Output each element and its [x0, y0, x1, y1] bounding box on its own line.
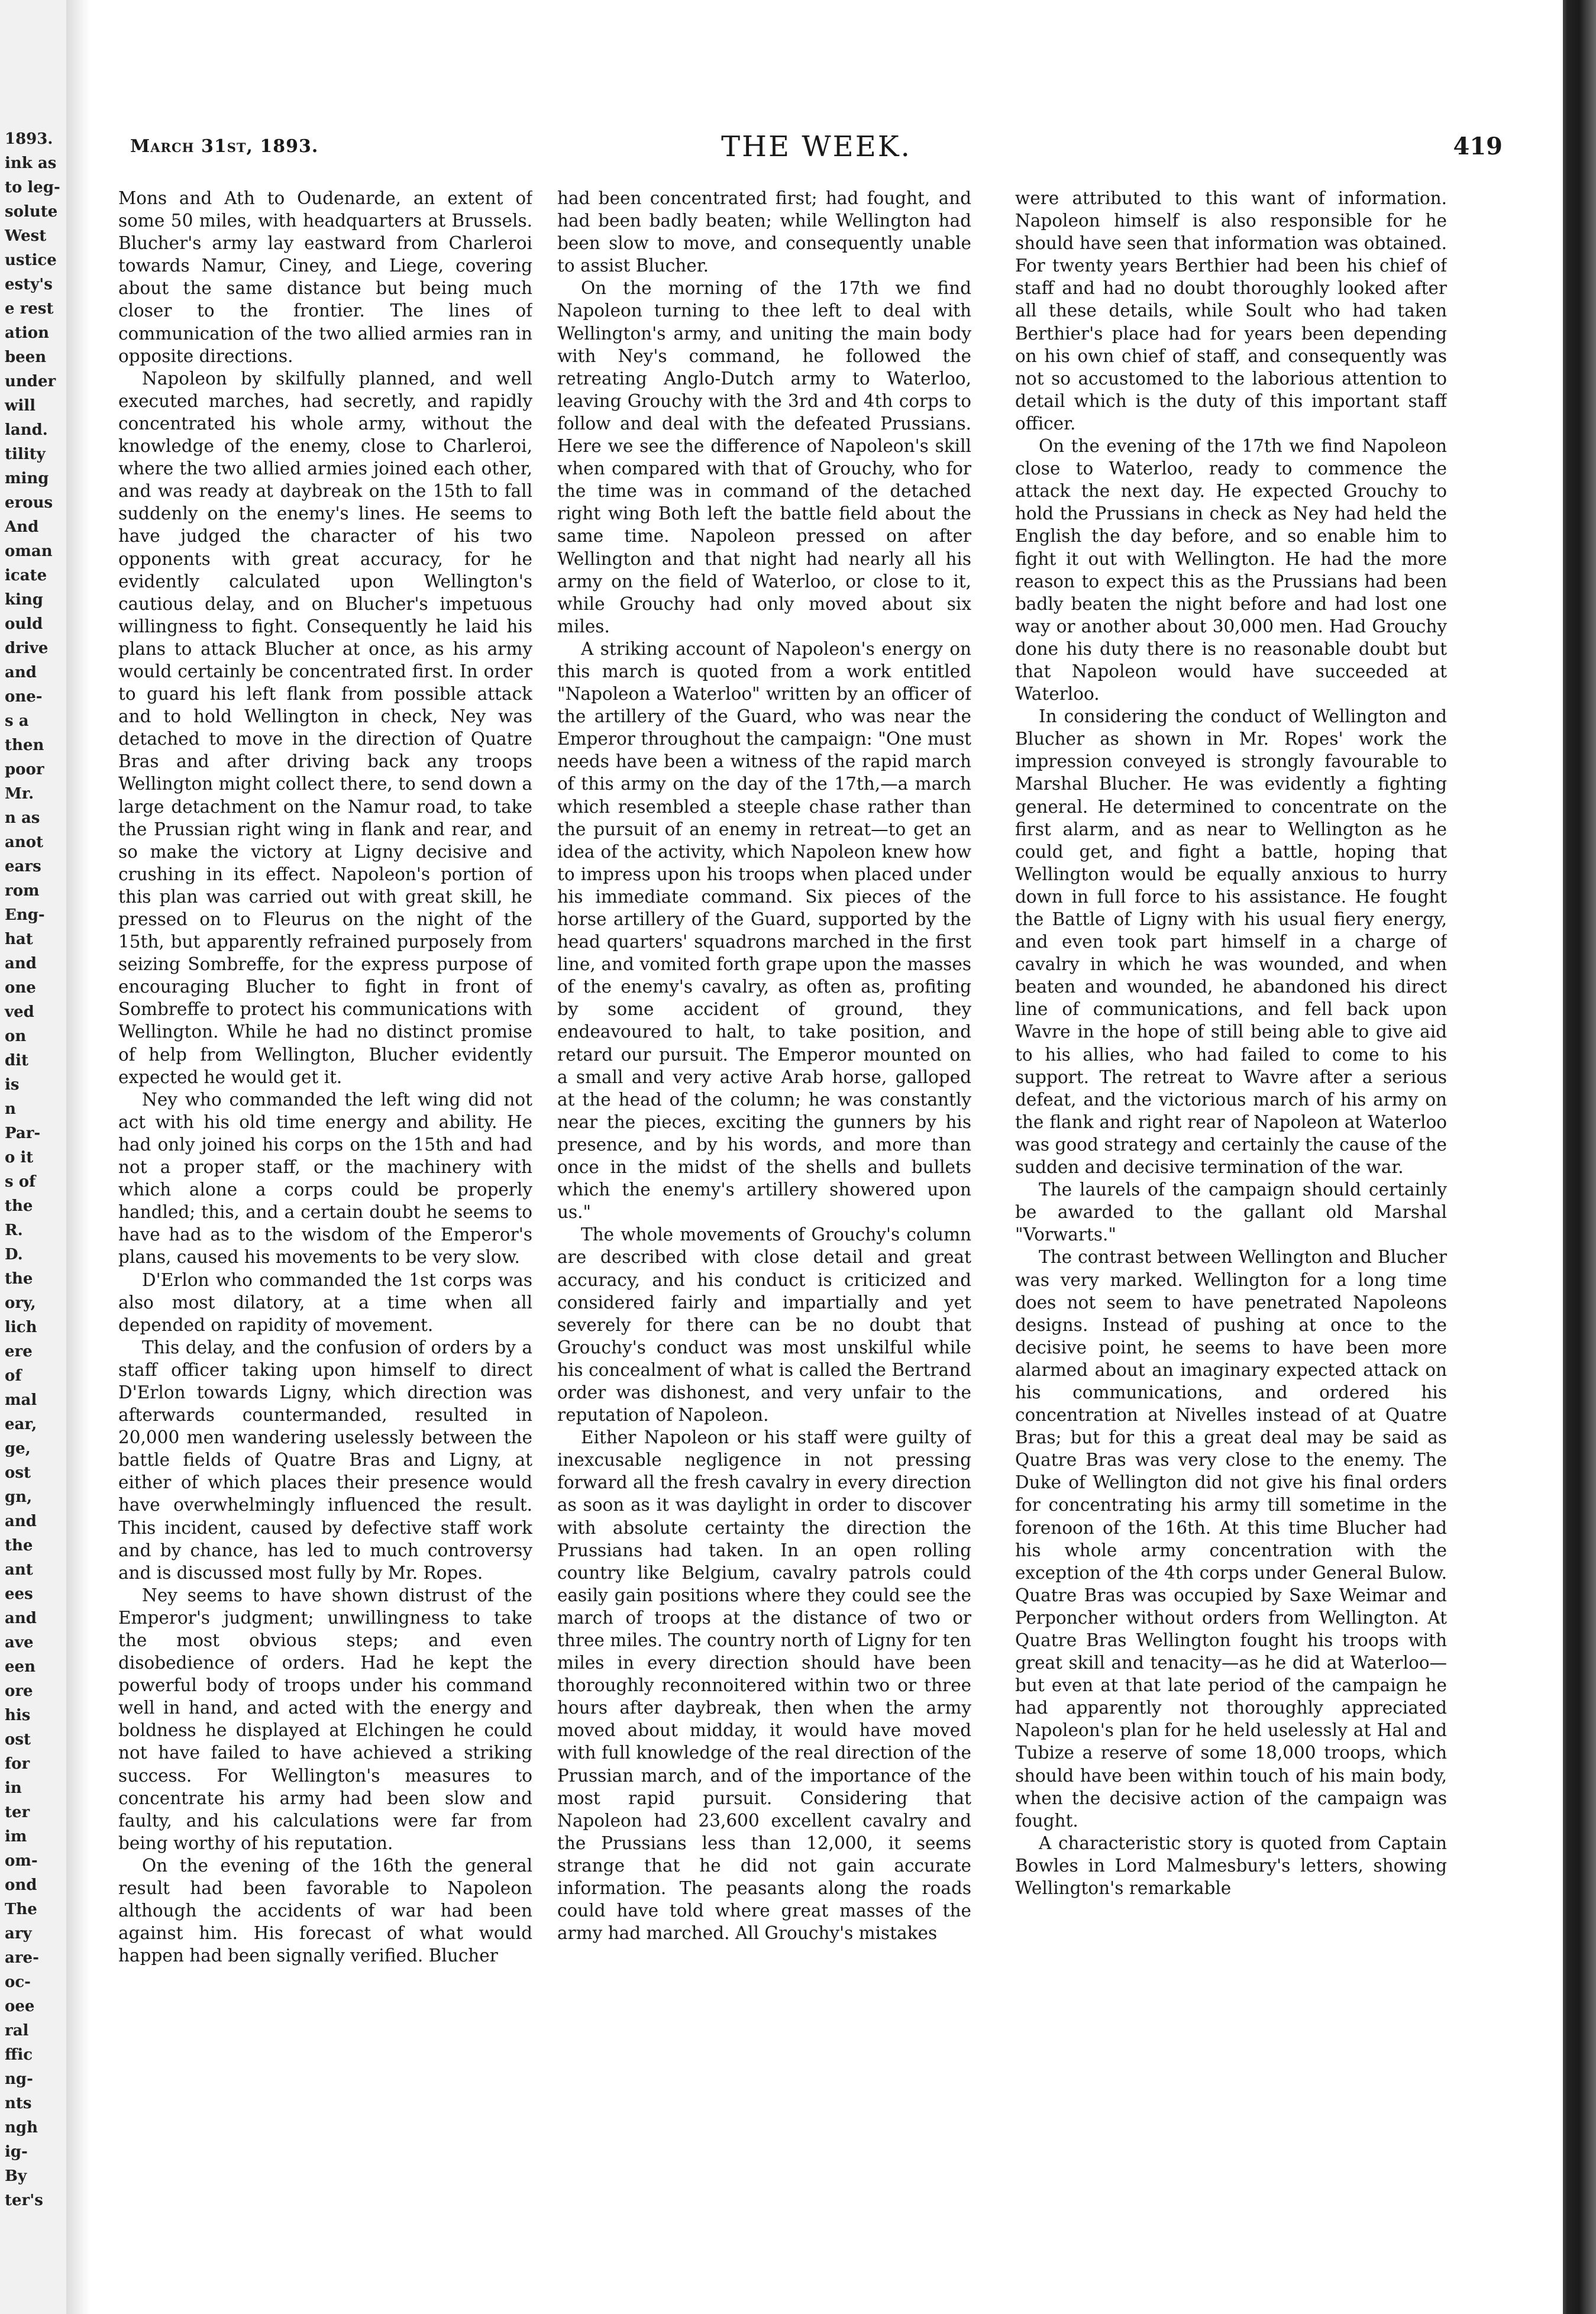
previous-page-fragment: ary	[5, 1925, 32, 1943]
previous-page-fragment: ees	[5, 1585, 33, 1603]
previous-page-fragment: solute	[5, 203, 58, 221]
previous-page-fragment: By	[5, 2167, 27, 2185]
previous-page-fragment: is	[5, 1076, 20, 1094]
previous-page-fragment: West	[5, 227, 47, 245]
previous-page-fragment: And	[5, 518, 39, 536]
previous-page-fragment: icate	[5, 567, 47, 584]
previous-page-fragment: erous	[5, 494, 53, 512]
previous-page-fragment: 1893.	[5, 130, 53, 148]
page-number: 419	[1453, 132, 1503, 160]
previous-page-fragment: tility	[5, 445, 46, 463]
previous-page-fragment: and	[5, 955, 37, 972]
previous-page-fragment: are-	[5, 1949, 39, 1967]
paragraph: On the morning of the 17th we find Napoleon turning to thee left to deal with Wellington's army, and uniting the main body with Ney's command, he followed the retreating Anglo-Dutch army to Waterloo, leaving Grouchy with the 3rd and 4th corps to follow and deal with the defeated Prussians. Here we see the difference of Napoleon's skill when compared with that of Grouchy, who for the time was in command of the detached right wing Both left the battle field about the same time. Napoleon pressed on after Wellington and that night had nearly all his army on the field of Waterloo, or close to it, while Grouchy had only moved about six miles.	[557, 278, 971, 636]
paragraph: On the evening of the 17th we find Napoleon close to Waterloo, ready to commence the attack the next day. He expected Grouchy to hold the Prussians in check as Ney had held the English the day before, and so enable him to fight it out with Wellington. He had the more reason to expect this as the Prussians had been badly beaten the night before and had lost one way or another about 30,000 men. Had Grouchy done his duty there is no reasonable doubt but that Napoleon would have succeeded at Waterloo.	[1015, 436, 1447, 704]
previous-page-fragment: ave	[5, 1634, 34, 1652]
previous-page-fragment: ory,	[5, 1294, 36, 1312]
previous-page-fragment: R.	[5, 1221, 23, 1239]
paragraph: were attributed to this want of information. Napoleon himself is also responsible for he should have seen that information was obtained. For twenty years Berthier had been his chief of staff and had no doubt thoroughly looked after all these details, while Soult who had taken Berthier's place had for years been depending on his own chief of staff, and consequently was not so accustomed to the laborious attention to detail which is the duty of this important staff officer.	[1015, 188, 1447, 434]
previous-page-fragment: king	[5, 591, 43, 609]
previous-page-fragment: ge,	[5, 1440, 31, 1457]
paragraph: In considering the conduct of Wellington and Blucher as shown in Mr. Ropes' work the impression conveyed is strongly favourable to Marshal Blucher. He was evidently a fighting general. He determined to concentrate on the first alarm, and as near to Wellington as he could get, and fight a battle, hoping that Wellington would be equally anxious to hurry down in full force to his assistance. He fought the Battle of Ligny with his usual fiery energy, and even took part himself in a charge of cavalry in which he was wounded, and when beaten and wounded, he abandoned his direct line of communications, and fell back upon Wavre in the hope of still being able to give aid to his allies, who had failed to come to his support. The retreat to Wavre after a serious defeat, and the victorious march of his army on the flank and right rear of Napoleon at Waterloo was good strategy and certainly the cause of the sudden and decisive termination of the war.	[1015, 706, 1447, 1178]
previous-page-fragment: ffic	[5, 2046, 33, 2064]
previous-page-fragment: ig-	[5, 2143, 28, 2161]
issue-date: March 31st, 1893.	[130, 136, 319, 157]
paragraph: Ney who commanded the left wing did not act with his old time energy and ability. He had only joined his corps on the 15th and had not a proper staff, or the machinery with which alone a corps could be properly handled; this, and a certain doubt he seems to have had as to the wisdom of the Emperor's plans, caused his movements to be very slow.	[118, 1089, 532, 1268]
previous-page-fragment: will	[5, 397, 36, 415]
previous-page-fragment: gn,	[5, 1488, 33, 1506]
previous-page-fragment: hat	[5, 930, 33, 948]
previous-page-fragment: one	[5, 979, 36, 997]
previous-page-fragment: the	[5, 1537, 33, 1554]
previous-page-fragment: s a	[5, 712, 29, 730]
previous-page-fragment: ost	[5, 1464, 31, 1482]
paragraph: Napoleon by skilfully planned, and well executed marches, had secretly, and rapidly concentrated his whole army, without the knowledge of the enemy, close to Charleroi, where the two allied armies joined each other, and was ready at daybreak on the 15th to fall suddenly on the enemy's lines. He seems to have judged the character of his two opponents with great accuracy, for he evidently calculated upon Wellington's cautious delay, and on Blucher's impetuous willingness to fight. Consequently he laid his plans to attack Blucher at once, as his army would certainly be concentrated first. In order to guard his left flank from possible attack and to hold Wellington in check, Ney was detached to move in the direction of Quatre Bras and after driving back any troops Wellington might collect there, to send down a large detachment on the Namur road, to take the Prussian right wing in flank and rear, and so make the victory at Ligny decisive and crushing in its effect. Napoleon's portion of this plan was carried out with great skill, he pressed on to Fleurus on the night of the 15th, but apparently refrained purposely from seizing Sombreffe, for the express purpose of encouraging Blucher to fight in front of Sombreffe to protect his communications with Wellington. While he had no distinct promise of help from Wellington, Blucher evidently expected he would get it.	[118, 368, 532, 1087]
previous-page-fragment: ink as	[5, 154, 57, 172]
previous-page-fragment: Par-	[5, 1124, 41, 1142]
previous-page-fragment: the	[5, 1270, 33, 1288]
previous-page-fragment: ore	[5, 1682, 33, 1700]
previous-page-fragment: for	[5, 1755, 30, 1773]
previous-page-fragment: ngh	[5, 2119, 38, 2137]
paragraph: The laurels of the campaign should certainly be awarded to the gallant old Marshal "Vorwarts."	[1015, 1179, 1447, 1245]
paragraph: This delay, and the confusion of orders by a staff officer taking upon himself to direct D'Erlon towards Ligny, which direction was afterwards countermanded, resulted in 20,000 men wandering uselessly between the battle fields of Quatre Bras and Ligny, at either of which places their presence would have overwhelmingly influenced the result. This incident, caused by defective staff work and by chance, has led to much controversy and is discussed most fully by Mr. Ropes.	[118, 1337, 532, 1583]
previous-page-fragment: ral	[5, 2022, 29, 2040]
previous-page-fragment: on	[5, 1027, 27, 1045]
previous-page-fragment: then	[5, 736, 44, 754]
previous-page-fragment: een	[5, 1658, 35, 1676]
previous-page-fragment: lich	[5, 1318, 37, 1336]
paragraph: A striking account of Napoleon's energy on this march is quoted from a work entitled "Napoleon a Waterloo" written by an officer of the artillery of the Guard, who was near the Emperor throughout the campaign: "One must needs have been a witness of the rapid march of this army on the day of the 17th,—a march which resembled a steeple chase rather than the pursuit of an enemy in retreat—to get an idea of the activity, which Napoleon knew how to impress upon his troops when placed under his immediate command. Six pieces of the horse artillery of the Guard, supported by the head quarters' squadrons marched in the first line, and vomited forth grape upon the masses of the enemy's cavalry, as often as, profiting by some accident of ground, they endeavoured to halt, to take position, and retard our pursuit. The Emperor mounted on a small and very active Arab horse, galloped at the head of the column; he was constantly near the pieces, exciting the gunners by his presence, and by his words, and more than once in the midst of the shells and bullets which the enemy's artillery showered upon us."	[557, 638, 971, 1223]
paragraph: On the evening of the 16th the general result had been favorable to Napoleon although the accidents of war had been against him. His forecast of what would happen had been signally verified. Blucher	[118, 1855, 532, 1966]
previous-page-fragment: ant	[5, 1561, 33, 1579]
previous-page-margin	[0, 0, 66, 2314]
previous-page-fragment: been	[5, 348, 47, 366]
previous-page-fragment: ter	[5, 1804, 30, 1821]
previous-page-fragment: and	[5, 1610, 37, 1627]
previous-page-fragment: oee	[5, 1998, 35, 2015]
previous-page-fragment: one-	[5, 688, 43, 706]
paragraph: Ney seems to have shown distrust of the Emperor's judgment; unwillingness to take the most obvious steps; and even disobedience of orders. Had he kept the powerful body of troops under his command well in hand, and acted with the energy and boldness he displayed at Elchingen he could not have failed to have achieved a striking success. For Wellington's measures to concentrate his army had been slow and faulty, and his calculations were far from being worthy of his reputation.	[118, 1585, 532, 1853]
previous-page-fragment: ere	[5, 1343, 33, 1360]
previous-page-fragment: oc-	[5, 1973, 31, 1991]
previous-page-fragment: n	[5, 1100, 16, 1118]
previous-page-fragment: The	[5, 1901, 37, 1918]
previous-page-fragment: ming	[5, 470, 49, 487]
previous-page-fragment: under	[5, 373, 56, 390]
page-header	[130, 124, 1503, 172]
previous-page-fragment: ng-	[5, 2070, 33, 2088]
previous-page-fragment: to leg-	[5, 179, 60, 196]
previous-page-fragment: oman	[5, 542, 53, 560]
previous-page-fragment: esty's	[5, 276, 53, 293]
previous-page-fragment: o it	[5, 1149, 34, 1166]
previous-page-fragment: ved	[5, 1003, 34, 1021]
previous-page-fragment: ustice	[5, 251, 57, 269]
previous-page-fragment: ear,	[5, 1415, 37, 1433]
article-column-1	[118, 187, 532, 2293]
paragraph: The whole movements of Grouchy's column are described with close detail and great accuracy, and his conduct is criticized and considered fairly and impartially and yet severely for there can be no doubt that Grouchy's conduct was most unskilful while his concealment of what is called the Bertrand order was dishonest, and very unfair to the reputation of Napoleon.	[557, 1224, 971, 1426]
paragraph: The contrast between Wellington and Blucher was very marked. Wellington for a long time does not seem to have penetrated Napoleons designs. Instead of pushing at once to the decisive point, he seems to have been more alarmed about an imaginary expected attack on his communications, and ordered his concentration at Nivelles instead of at Quatre Bras; but for this a great deal may be said as Quatre Bras was very close to the enemy. The Duke of Wellington did not give his final orders for concentrating his army till sometime in the forenoon of the 16th. At this time Blucher had his whole army concentration with the exception of the 4th corps under General Bulow. Quatre Bras was occupied by Saxe Weimar and Perponcher without orders from Wellington. At Quatre Bras Wellington fought his troops with great skill and tenacity—as he did at Waterloo—but even at that late period of the campaign he had apparently not thoroughly appreciated Napoleon's plan for he held uselessly at Hal and Tubize a reserve of some 18,000 troops, which should have been within touch of his main body, when the decisive action of the campaign was fought.	[1015, 1247, 1447, 1831]
previous-page-fragment: e rest	[5, 300, 54, 318]
previous-page-fragment: in	[5, 1779, 22, 1797]
previous-page-fragment: ears	[5, 858, 41, 875]
previous-page-fragment: rom	[5, 882, 40, 900]
previous-page-fragment: im	[5, 1828, 27, 1846]
book-edge	[1550, 0, 1596, 2314]
previous-page-fragment: drive	[5, 639, 49, 657]
paragraph: A characteristic story is quoted from Captain Bowles in Lord Malmesbury's letters, showing Wellington's remarkable	[1015, 1833, 1447, 1899]
paragraph: had been concentrated first; had fought, and had been badly beaten; while Wellington had been slow to move, and consequently unable to assist Blucher.	[557, 188, 971, 276]
previous-page-fragment: Eng-	[5, 906, 45, 924]
previous-page-fragment: dit	[5, 1052, 29, 1069]
paragraph: D'Erlon who commanded the 1st corps was also most dilatory, at a time when all depended on rapidity of movement.	[118, 1269, 532, 1335]
paragraph: Mons and Ath to Oudenarde, an extent of some 50 miles, with headquarters at Brussels. Blucher's army lay eastward from Charleroi towards Namur, Ciney, and Liege, covering about the same distance but being much closer to the frontier. The lines of communication of the two allied armies ran in opposite directions.	[118, 188, 532, 366]
previous-page-fragment: mal	[5, 1391, 37, 1409]
previous-page-fragment: Mr.	[5, 785, 34, 803]
previous-page-fragment: ost	[5, 1731, 31, 1749]
previous-page-fragment: ould	[5, 615, 43, 633]
article-column-3	[1015, 187, 1447, 2293]
previous-page-fragment: and	[5, 664, 37, 681]
previous-page-fragment: ond	[5, 1876, 37, 1894]
previous-page-fragment: n as	[5, 809, 40, 827]
previous-page-fragment: of	[5, 1367, 22, 1385]
article-column-2	[557, 187, 971, 2293]
previous-page-fragment: poor	[5, 761, 44, 778]
previous-page-fragment: s of	[5, 1173, 36, 1191]
previous-page-fragment: land.	[5, 421, 48, 439]
previous-page-fragment: ation	[5, 324, 49, 342]
previous-page-fragment: ter's	[5, 2192, 43, 2209]
previous-page-fragment: D.	[5, 1246, 23, 1263]
previous-page-fragment: his	[5, 1707, 31, 1724]
previous-page-fragment: anot	[5, 833, 44, 851]
paragraph: Either Napoleon or his staff were guilty of inexcusable negligence in not pressing forward all the fresh cavalry in every direction as soon as it was daylight in order to discover with absolute certainty the direction the Prussians had taken. In an open rolling country like Belgium, cavalry patrols could easily gain positions where they could see the march of troops at the distance of two or three miles. The country north of Ligny for ten miles in every direction should have been thoroughly reconnoitered within two or three hours after daybreak, then when the army moved about midday, it would have moved with full knowledge of the real direction of the Prussian march, and of the importance of the most rapid pursuit. Considering that Napoleon had 23,600 excellent cavalry and the Prussians less than 12,000, it seems strange that he did not gain accurate information. The peasants along the roads could have told where great masses of the army had marched. All Grouchy's mistakes	[557, 1427, 971, 1944]
masthead-title: THE WEEK.	[721, 130, 912, 163]
previous-page-fragment: om-	[5, 1852, 38, 1870]
previous-page-fragment: the	[5, 1197, 33, 1215]
page-gutter	[66, 0, 90, 2314]
previous-page-fragment: and	[5, 1512, 37, 1530]
previous-page-fragment: nts	[5, 2095, 32, 2112]
